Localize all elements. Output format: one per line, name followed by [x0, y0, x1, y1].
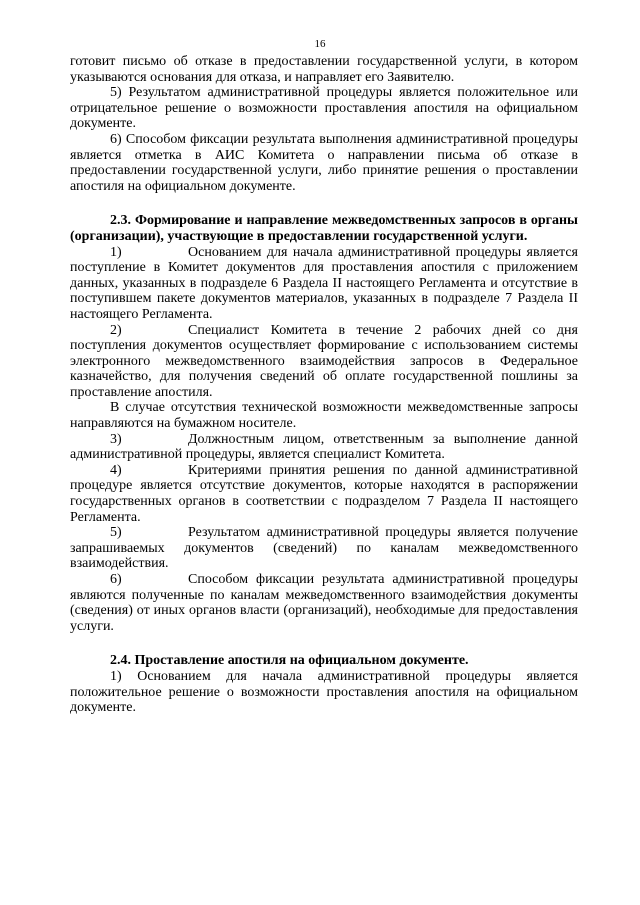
- list-item-text: Основанием для начала административной процедуры является поступление в Комитет документов для проставления апостиля с приложением данных, указанных в подразделе 6 Раздела II настоящего Регламента и отсутствие в поступившем пакете документов материалов, указанных в подразделе 7 Раздела II настоящего Регламента.: [70, 244, 578, 322]
- list-item-2-3-6: [70, 572, 578, 634]
- paragraph-paper-note: В случае отсутствия технической возможности межведомственные запросы направляются на бумажном носителе.: [70, 400, 578, 432]
- list-item-2-3-1: [70, 245, 578, 323]
- list-number: 4): [110, 462, 122, 478]
- paragraph-result-5: 5) Результатом административной процедуры является положительное или отрицательное решение о возможности проставления апостиля на официальном документе.: [70, 85, 578, 132]
- paragraph-2-4-1: 1) Основанием для начала административной процедуры является положительное решение о возможности проставления апостиля на официальном документе.: [70, 668, 578, 716]
- list-item-2-3-3: [70, 432, 578, 463]
- list-item-2-3-5: [70, 525, 578, 572]
- list-item-2-3-2: [70, 323, 578, 401]
- list-item-text: Специалист Комитета в течение 2 рабочих дней со дня поступления документов осуществляет формирование с использованием системы электронного межведомственного взаимодействия запросов в Федеральное казначейство, для получения сведений об оплате государственной пошлины за проставление апостиля.: [70, 322, 578, 400]
- list-number: 6): [110, 572, 122, 587]
- list-number: 2): [110, 322, 122, 338]
- paragraph-fixation-6: 6) Способом фиксации результата выполнения административной процедуры является отметка в АИС Комитета о направлении письма об отказе в предоставлении государственной услуги, либо принятие решения о проставлении апостиля на официальном документе.: [70, 131, 578, 194]
- spacer: [70, 634, 578, 653]
- list-item-text: Способом фиксации результата административной процедуры являются полученные по каналам межведомственного взаимодействия документы (сведения) от иных органов власти (организаций), необходимые для предоставления услуги.: [70, 572, 578, 634]
- page-number: 16: [314, 38, 326, 50]
- list-item-text: Результатом административной процедуры является получение запрашиваемых документов (сведений) по каналам межведомственного взаимодействия.: [70, 525, 578, 572]
- paragraph-refusal-letter: готовит письмо об отказе в предоставлении государственной услуги, в котором указываются основания для отказа, и направляет его Заявителю.: [70, 54, 578, 85]
- section-2-3-heading: 2.3. Формирование и направление межведомственных запросов в органы (организации), участвующие в предоставлении государственной услуги.: [70, 213, 578, 244]
- document-body: [70, 54, 578, 716]
- spacer: [70, 194, 578, 213]
- list-number: 1): [110, 244, 122, 260]
- list-number: 5): [110, 525, 122, 541]
- list-item-2-3-4: [70, 463, 578, 525]
- list-item-text: Критериями принятия решения по данной административной процедуре является отсутствие документов, которые находятся в распоряжении государственных органов в соответствии с подразделом 7 Раздела II настоящего Регламента.: [70, 462, 578, 525]
- list-item-text: Должностным лицом, ответственным за выполнение данной административной процедуры, является специалист Комитета.: [70, 431, 578, 463]
- list-number: 3): [110, 431, 122, 447]
- section-2-4-heading: 2.4. Проставление апостиля на официальном документе.: [110, 653, 469, 669]
